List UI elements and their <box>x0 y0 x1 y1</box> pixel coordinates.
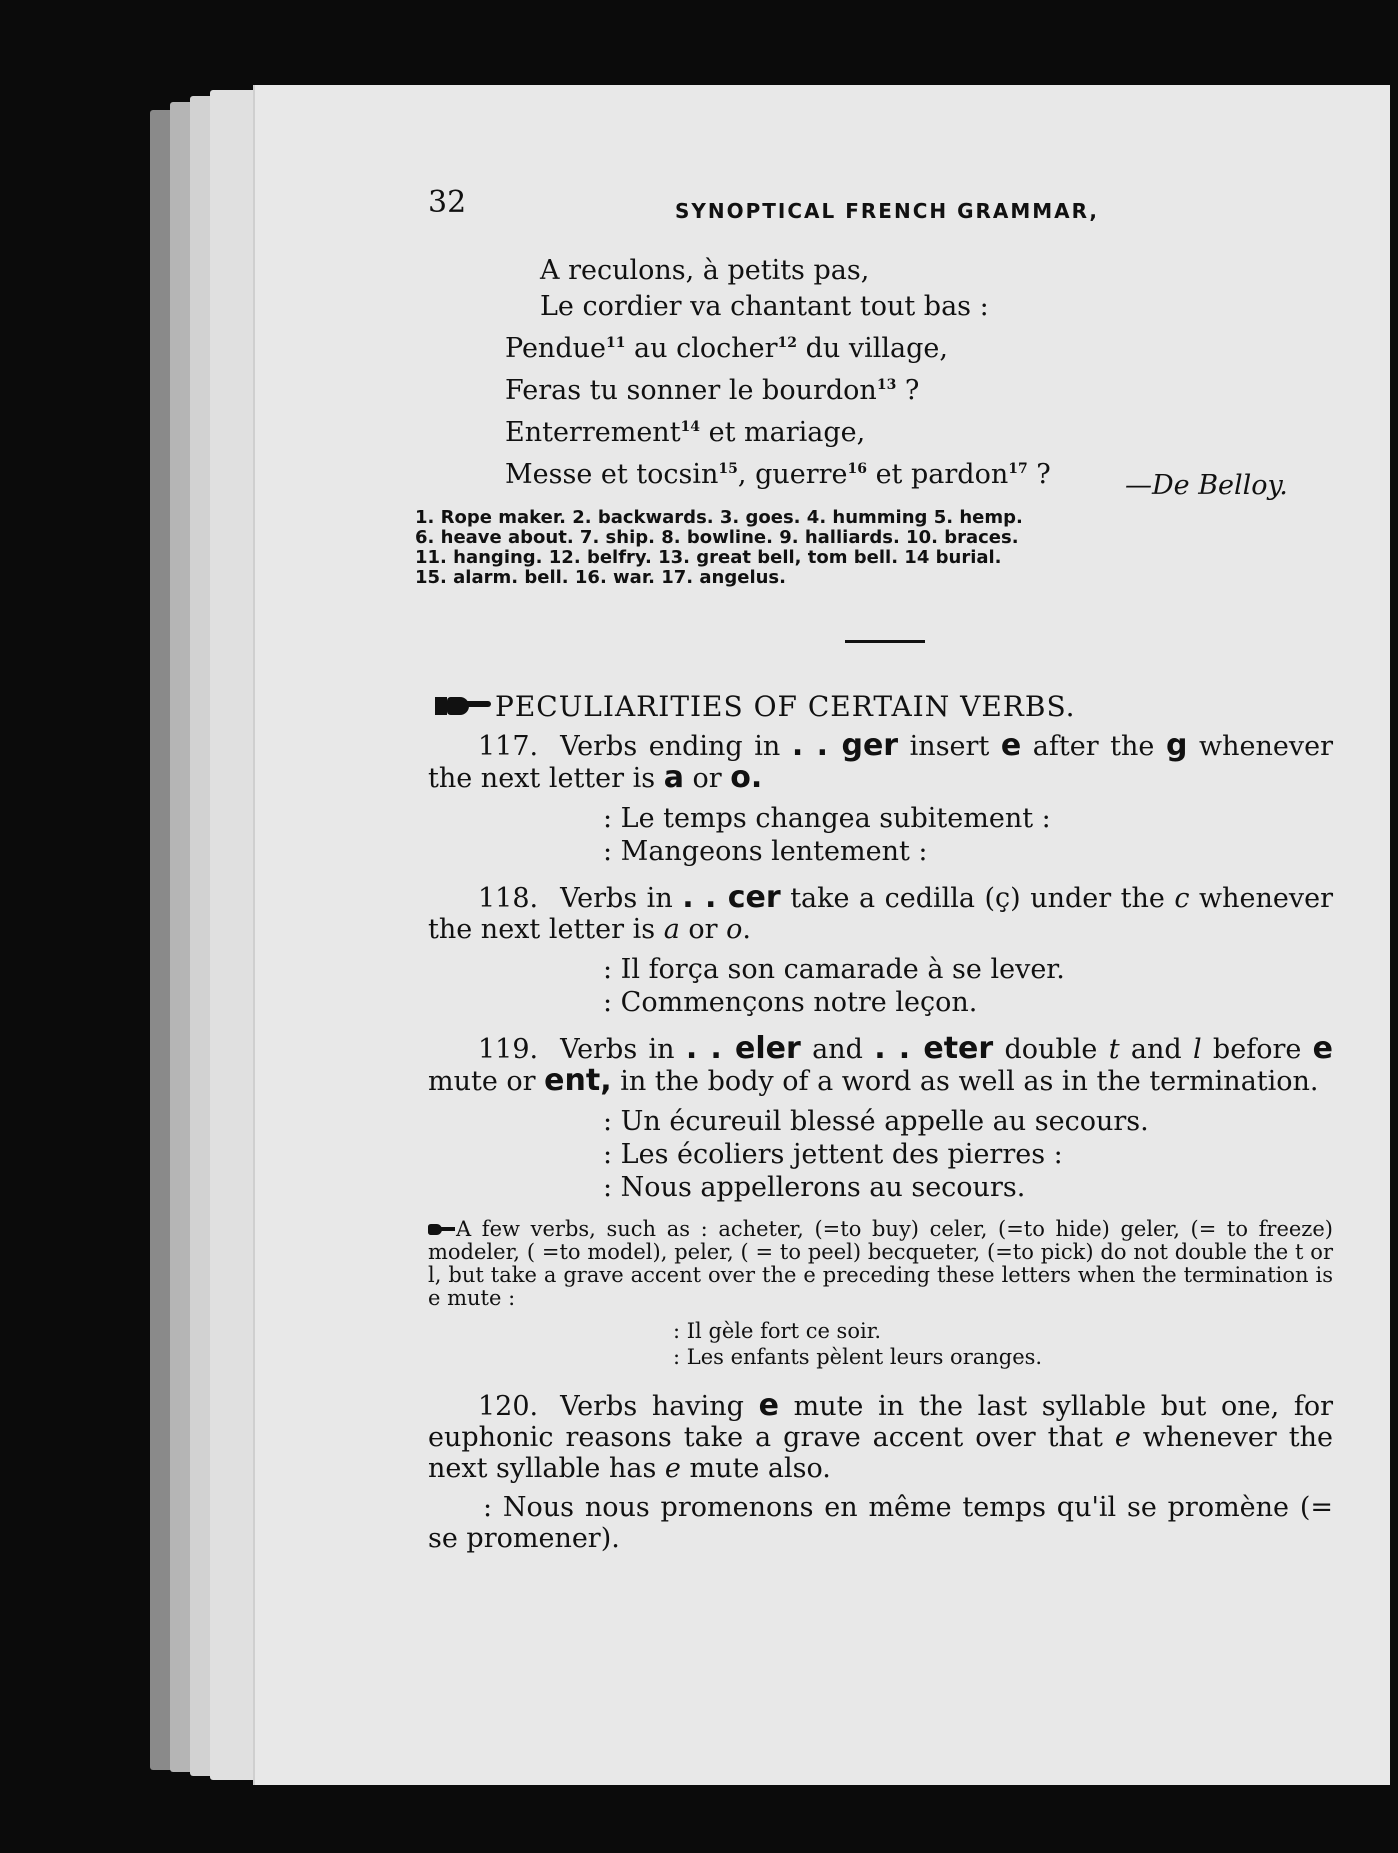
keyword: e <box>758 1388 779 1423</box>
example: : Un écureuil blessé appelle au secours. <box>603 1106 1149 1137</box>
text: and <box>800 1034 875 1065</box>
grammar-body <box>428 730 1333 1554</box>
keyword: e <box>1000 728 1022 763</box>
glossary-row: 6. heave about. 7. ship. 8. bowline. 9. halliards. 10. braces. <box>415 527 1019 548</box>
rule-number: 117. <box>478 731 539 762</box>
example: : Nous appellerons au secours. <box>603 1172 1026 1203</box>
text: . <box>742 914 751 945</box>
glossary-row: 1. Rope maker. 2. backwards. 3. goes. 4. humming 5. hemp. <box>415 507 1023 528</box>
pointing-hand-icon <box>428 1223 456 1236</box>
text: before <box>1201 1034 1313 1065</box>
text: et pardon <box>867 459 1009 490</box>
keyword: a <box>663 760 684 795</box>
glossary-row: 11. hanging. 12. belfry. 13. great bell, tom bell. 14 burial. <box>415 547 1002 568</box>
poem-line <box>505 367 1051 409</box>
text: Verbs in <box>560 1034 686 1065</box>
example: : Les écoliers jettent des pierres : <box>603 1139 1063 1170</box>
keyword: . . ger <box>791 728 899 763</box>
text: take a cedilla (ç) under the <box>780 883 1175 914</box>
poem-line <box>505 409 1051 451</box>
footnote-ref: 16 <box>847 461 867 477</box>
text: , guerre <box>737 459 848 490</box>
text: mute also. <box>680 1453 831 1484</box>
example: : Le temps changea subitement : <box>603 803 1051 834</box>
text: or <box>683 763 731 794</box>
text: in the body of a word as well as in the termination. <box>611 1066 1319 1097</box>
section-title: PECULIARITIES OF CERTAIN VERBS. <box>495 690 1076 723</box>
keyword: o. <box>730 760 763 795</box>
italic-letter: l <box>1192 1034 1202 1065</box>
italic-letter: o <box>726 914 743 945</box>
rule-119 <box>428 1033 1333 1097</box>
note <box>428 1218 1333 1310</box>
text: ? <box>1027 459 1051 490</box>
text: after the <box>1021 731 1166 762</box>
footnote-ref: 11 <box>605 335 626 351</box>
text: Pendue <box>505 333 606 364</box>
text: mute or <box>428 1066 545 1097</box>
example: : Mangeons lentement : <box>603 836 928 867</box>
example: : Il força son camarade à se lever. <box>603 954 1065 985</box>
keyword: . . cer <box>682 880 781 915</box>
text: Feras tu sonner le bourdon <box>505 375 877 406</box>
running-head <box>428 185 1388 225</box>
rule-number: 119. <box>478 1034 539 1065</box>
poem-line <box>505 451 1051 493</box>
rule-number: 118. <box>478 883 539 914</box>
rule-number: 120. <box>478 1391 539 1422</box>
italic-letter: c <box>1174 883 1190 914</box>
keyword: g <box>1165 728 1188 763</box>
glossary-row: 15. alarm. bell. 16. war. 17. angelus. <box>415 567 786 588</box>
text: whenever the next letter is <box>428 731 1333 794</box>
footnote-ref: 13 <box>876 377 897 393</box>
keyword: . . eler <box>685 1031 801 1066</box>
poem-line: Le cordier va chantant tout bas : <box>540 291 989 322</box>
italic-letter: t <box>1108 1034 1120 1065</box>
poem-attribution: —De Belloy. <box>1125 470 1288 501</box>
text: insert <box>898 731 1001 762</box>
footnote-ref: 17 <box>1008 461 1028 477</box>
poem <box>505 253 1051 493</box>
text: Verbs in <box>560 883 683 914</box>
text: or <box>679 914 727 945</box>
example: : Il gèle fort ce soir. <box>673 1319 882 1343</box>
text: et mariage, <box>700 417 866 448</box>
rule-117 <box>428 730 1333 794</box>
italic-letter: e <box>1114 1422 1131 1453</box>
example: : Les enfants pèlent leurs oranges. <box>673 1345 1043 1369</box>
glossary <box>415 508 1245 588</box>
rule-120 <box>428 1390 1333 1484</box>
text: Verbs ending in <box>560 731 792 762</box>
keyword: . . eter <box>874 1031 994 1066</box>
example: : Commençons notre leçon. <box>603 987 978 1018</box>
poem-line <box>505 325 1051 367</box>
running-head-title: SYNOPTICAL FRENCH GRAMMAR, <box>675 199 1100 223</box>
text: and <box>1119 1034 1193 1065</box>
text: au clocher <box>625 333 778 364</box>
section-divider <box>845 640 925 643</box>
text: whenever the next syllable has <box>428 1422 1333 1484</box>
footnote-ref: 12 <box>777 335 798 351</box>
text: whenever the next letter is <box>428 883 1334 945</box>
rule-118 <box>428 882 1333 945</box>
page-number: 32 <box>428 185 467 220</box>
pointing-hand-icon <box>435 695 491 717</box>
example: : Nous nous promenons en même temps qu'il se promène (= se promener). <box>428 1492 1333 1554</box>
italic-letter: e <box>664 1453 681 1484</box>
keyword: e <box>1312 1031 1334 1066</box>
text: du village, <box>797 333 948 364</box>
text: Messe et tocsin <box>505 459 719 490</box>
keyword: ent, <box>544 1063 612 1098</box>
footnote-ref: 15 <box>718 461 738 477</box>
text: Enterrement <box>505 417 681 448</box>
note-text: A few verbs, such as : acheter, (=to buy) celer, (=to hide) geler, (= to freeze) modeler, ( =to model), peler, ( = to peel) becqueter, (=to pick) do not double the t or l, but take a grave accent over the e preceding these letters when the termination is e mute : <box>428 1217 1333 1310</box>
book-page <box>255 85 1390 1785</box>
italic-letter: a <box>663 914 680 945</box>
text: double <box>993 1034 1109 1065</box>
text: Verbs having <box>560 1391 759 1422</box>
section-heading <box>435 690 1076 723</box>
poem-line: A reculons, à petits pas, <box>540 255 870 286</box>
text: mute in the last syllable but one, for euphonic reasons take a grave accent over that <box>428 1391 1334 1453</box>
text: ? <box>896 375 920 406</box>
footnote-ref: 14 <box>680 419 701 435</box>
